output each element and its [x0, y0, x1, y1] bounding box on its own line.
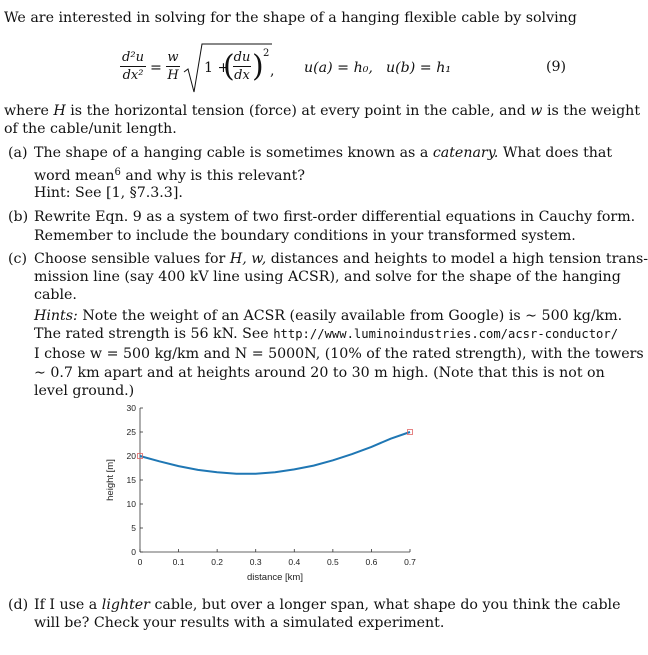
y-tick-label: 25 [126, 427, 136, 437]
acsr-url-link[interactable]: http://www.luminoindustries.com/acsr-conductor/ [273, 327, 619, 341]
equation-comma: , [270, 63, 275, 79]
item-a-line-2: word mean$^6$ and why is this relevant? [34, 167, 305, 184]
definition-line-2: of the cable/unit length. [4, 121, 177, 137]
cable-shape-chart [100, 398, 430, 590]
x-axis-label: distance [km] [247, 572, 303, 583]
lhs-denominator: dx² [122, 68, 144, 83]
coef-fraction [166, 50, 180, 83]
boundary-condition-b: u(b) = h₁ [386, 60, 452, 76]
sqrt-one-plus: 1 + [204, 60, 230, 76]
lhs-numerator: d²u [122, 50, 144, 65]
cable-series-line [140, 432, 410, 474]
left-paren: ( [223, 49, 235, 84]
item-c-hints: Hints: Note the weight of an ACSR (easily available from Google) is ∼ 500 kg/km. [34, 308, 623, 324]
x-tick-label: 0.6 [365, 557, 378, 567]
item-c-rated-strength: The rated strength is 56 kN. See http://www.luminoindustries.com/acsr-conductor/ [34, 326, 619, 342]
x-tick-label: 0.7 [404, 557, 416, 567]
definition-line-1: where H is the horizontal tension (force) at every point in the cable, and w is the weight [4, 103, 641, 119]
item-c-apart-line: ∼ 0.7 km apart and at heights around 20 to 30 m high. (Note that this is not on [34, 365, 605, 381]
item-b-line-2: Remember to include the boundary conditions in your transformed system. [34, 228, 576, 244]
item-c-chose-line: I chose w = 500 kg/km and N = 5000N, (10% of the rated strength), with the towers [34, 346, 644, 362]
item-d-marker: (d) [8, 597, 29, 613]
item-a-hint: Hint: See [1, §7.3.3]. [34, 185, 183, 201]
item-d-line-2: will be? Check your results with a simulated experiment. [34, 615, 445, 631]
coef-denominator: H [167, 68, 179, 83]
equation-9 [0, 40, 623, 96]
y-tick-label: 0 [131, 547, 136, 557]
item-c-line-1: Choose sensible values for H, w, distances and heights to model a high tension trans- [34, 251, 648, 267]
intro-text: We are interested in solving for the shape of a hanging flexible cable by solving [4, 10, 577, 26]
x-tick-label: 0.4 [288, 557, 301, 567]
item-b-line-1: Rewrite Eqn. 9 as a system of two first-order differential equations in Cauchy form. [34, 209, 636, 225]
item-c-marker: (c) [8, 251, 28, 267]
item-d-line-1: If I use a lighter cable, but over a longer span, what shape do you think the cable [34, 597, 621, 613]
x-tick-label: 0.3 [249, 557, 262, 567]
footnote-6: 6 [114, 167, 121, 178]
item-c-line-2: mission line (say 400 kV line using ACSR), and solve for the shape of the hanging [34, 269, 621, 285]
item-a-line-1: The shape of a hanging cable is sometimes known as a catenary. What does that [34, 145, 613, 161]
item-c-line-3: cable. [34, 287, 77, 303]
y-tick-label: 15 [126, 475, 136, 485]
x-tick-label: 0.1 [172, 557, 185, 567]
y-tick-label: 5 [131, 523, 136, 533]
y-tick-label: 10 [126, 499, 136, 509]
boundary-condition-a: u(a) = h₀, [304, 60, 373, 76]
x-tick-label: 0.5 [326, 557, 339, 567]
lhs-fraction [120, 50, 146, 83]
derivative-denominator: dx [234, 68, 250, 83]
equation-number: (9) [546, 59, 567, 75]
exponent: 2 [263, 48, 270, 59]
coef-numerator: w [167, 50, 179, 65]
right-paren: ) [252, 49, 264, 84]
y-tick-label: 20 [126, 451, 136, 461]
y-axis-label: height [m] [105, 459, 116, 501]
x-tick-label: 0.2 [211, 557, 224, 567]
item-b-marker: (b) [8, 209, 29, 225]
item-a-marker: (a) [8, 145, 28, 161]
x-tick-label: 0 [137, 557, 143, 567]
derivative-numerator: du [233, 50, 251, 65]
equals-sign: = [150, 60, 162, 76]
item-c-level-line: level ground.) [34, 383, 135, 399]
y-tick-label: 30 [126, 403, 136, 413]
derivative-fraction [233, 50, 251, 83]
